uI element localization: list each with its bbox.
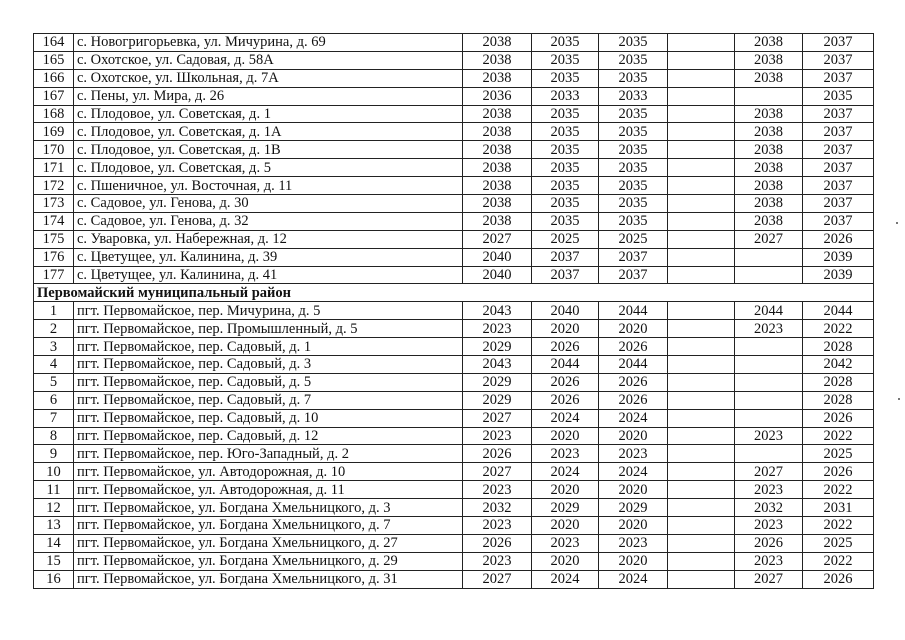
table-row [34,356,874,374]
year-col-6: 2044 [803,302,874,320]
year-col-4 [668,552,735,570]
year-col-4 [668,177,735,195]
year-col-5: 2038 [735,123,803,141]
table-row [34,499,874,517]
address-cell: с. Пшеничное, ул. Восточная, д. 11 [74,177,463,195]
table-row [34,570,874,588]
housing-repair-schedule-table [33,33,874,589]
year-col-2: 2035 [532,51,599,69]
year-col-2: 2026 [532,373,599,391]
year-col-5: 2044 [735,302,803,320]
row-number: 9 [34,445,74,463]
address-cell: пгт. Первомайское, пер. Садовый, д. 1 [74,338,463,356]
row-number: 174 [34,212,74,230]
year-col-4 [668,373,735,391]
address-cell: с. Цветущее, ул. Калинина, д. 41 [74,266,463,284]
year-col-4 [668,159,735,177]
year-col-5 [735,445,803,463]
table-row [34,373,874,391]
year-col-4 [668,463,735,481]
year-col-5: 2023 [735,481,803,499]
year-col-1: 2023 [463,517,532,535]
year-col-1: 2038 [463,34,532,52]
scan-mark [896,222,898,224]
year-col-4 [668,195,735,213]
year-col-1: 2038 [463,51,532,69]
year-col-2: 2020 [532,481,599,499]
table-row [34,34,874,52]
year-col-4 [668,266,735,284]
year-col-1: 2036 [463,87,532,105]
table-row [34,481,874,499]
table-row [34,463,874,481]
table-body-bottom [34,302,874,588]
year-col-3: 2020 [599,320,668,338]
year-col-4 [668,481,735,499]
year-col-2: 2026 [532,391,599,409]
year-col-6: 2039 [803,248,874,266]
year-col-3: 2035 [599,105,668,123]
row-number: 168 [34,105,74,123]
year-col-5: 2027 [735,230,803,248]
year-col-1: 2040 [463,248,532,266]
year-col-6: 2037 [803,51,874,69]
year-col-6: 2022 [803,481,874,499]
year-col-2: 2029 [532,499,599,517]
row-number: 8 [34,427,74,445]
year-col-5: 2023 [735,517,803,535]
address-cell: пгт. Первомайское, ул. Богдана Хмельницкого, д. 27 [74,534,463,552]
year-col-4 [668,499,735,517]
section-header [34,284,874,302]
year-col-2: 2035 [532,69,599,87]
row-number: 177 [34,266,74,284]
table-row [34,427,874,445]
year-col-6: 2028 [803,338,874,356]
year-col-5 [735,356,803,374]
year-col-2: 2020 [532,427,599,445]
year-col-6: 2022 [803,427,874,445]
row-number: 172 [34,177,74,195]
year-col-3: 2035 [599,159,668,177]
year-col-3: 2023 [599,534,668,552]
table-row [34,69,874,87]
year-col-6: 2042 [803,356,874,374]
section-title: Первомайский муниципальный район [34,284,874,302]
year-col-3: 2024 [599,463,668,481]
year-col-6: 2022 [803,517,874,535]
year-col-3: 2044 [599,356,668,374]
row-number: 2 [34,320,74,338]
year-col-5: 2026 [735,534,803,552]
year-col-2: 2020 [532,517,599,535]
row-number: 170 [34,141,74,159]
year-col-5: 2038 [735,34,803,52]
year-col-2: 2033 [532,87,599,105]
year-col-2: 2035 [532,105,599,123]
year-col-2: 2024 [532,463,599,481]
year-col-6: 2037 [803,69,874,87]
table-row [34,105,874,123]
row-number: 1 [34,302,74,320]
year-col-5 [735,87,803,105]
year-col-4 [668,391,735,409]
table-row [34,302,874,320]
table-row [34,248,874,266]
year-col-6: 2035 [803,87,874,105]
address-cell: с. Садовое, ул. Генова, д. 30 [74,195,463,213]
year-col-5: 2038 [735,177,803,195]
row-number: 169 [34,123,74,141]
year-col-1: 2038 [463,123,532,141]
row-number: 11 [34,481,74,499]
table-row [34,391,874,409]
section-row [34,284,874,302]
year-col-4 [668,409,735,427]
year-col-2: 2035 [532,123,599,141]
row-number: 5 [34,373,74,391]
address-cell: пгт. Первомайское, пер. Садовый, д. 5 [74,373,463,391]
address-cell: с. Цветущее, ул. Калинина, д. 39 [74,248,463,266]
year-col-1: 2038 [463,177,532,195]
year-col-5 [735,266,803,284]
year-col-3: 2020 [599,517,668,535]
year-col-3: 2035 [599,141,668,159]
row-number: 4 [34,356,74,374]
table-row [34,141,874,159]
year-col-1: 2026 [463,534,532,552]
year-col-3: 2035 [599,177,668,195]
year-col-4 [668,320,735,338]
year-col-4 [668,230,735,248]
table-row [34,266,874,284]
year-col-1: 2032 [463,499,532,517]
year-col-4 [668,51,735,69]
year-col-2: 2020 [532,552,599,570]
row-number: 175 [34,230,74,248]
row-number: 16 [34,570,74,588]
year-col-3: 2044 [599,302,668,320]
address-cell: с. Плодовое, ул. Советская, д. 1В [74,141,463,159]
row-number: 14 [34,534,74,552]
year-col-3: 2024 [599,409,668,427]
year-col-5: 2038 [735,159,803,177]
row-number: 176 [34,248,74,266]
address-cell: с. Плодовое, ул. Советская, д. 1А [74,123,463,141]
year-col-2: 2035 [532,195,599,213]
year-col-2: 2023 [532,445,599,463]
year-col-4 [668,302,735,320]
year-col-5: 2023 [735,552,803,570]
table-body-top [34,34,874,284]
year-col-3: 2024 [599,570,668,588]
row-number: 166 [34,69,74,87]
table-row [34,320,874,338]
year-col-5: 2038 [735,141,803,159]
address-cell: пгт. Первомайское, пер. Садовый, д. 12 [74,427,463,445]
address-cell: с. Плодовое, ул. Советская, д. 5 [74,159,463,177]
year-col-6: 2026 [803,409,874,427]
year-col-6: 2037 [803,212,874,230]
year-col-2: 2040 [532,302,599,320]
year-col-1: 2029 [463,373,532,391]
year-col-3: 2026 [599,391,668,409]
address-cell: пгт. Первомайское, ул. Автодорожная, д. 11 [74,481,463,499]
address-cell: пгт. Первомайское, ул. Богдана Хмельницкого, д. 31 [74,570,463,588]
year-col-4 [668,105,735,123]
row-number: 165 [34,51,74,69]
year-col-3: 2037 [599,266,668,284]
row-number: 167 [34,87,74,105]
year-col-2: 2025 [532,230,599,248]
year-col-1: 2040 [463,266,532,284]
address-cell: пгт. Первомайское, ул. Богдана Хмельницкого, д. 3 [74,499,463,517]
row-number: 6 [34,391,74,409]
year-col-4 [668,445,735,463]
table-row [34,212,874,230]
year-col-3: 2020 [599,552,668,570]
address-cell: с. Охотское, ул. Школьная, д. 7А [74,69,463,87]
year-col-6: 2037 [803,105,874,123]
year-col-5: 2038 [735,69,803,87]
year-col-6: 2037 [803,123,874,141]
year-col-5 [735,248,803,266]
row-number: 7 [34,409,74,427]
scan-mark [898,398,900,400]
year-col-1: 2023 [463,427,532,445]
year-col-3: 2035 [599,195,668,213]
table-row [34,534,874,552]
year-col-3: 2025 [599,230,668,248]
table-row [34,51,874,69]
table-row [34,517,874,535]
year-col-5: 2027 [735,570,803,588]
year-col-6: 2037 [803,34,874,52]
address-cell: пгт. Первомайское, пер. Садовый, д. 3 [74,356,463,374]
address-cell: пгт. Первомайское, ул. Богдана Хмельницкого, д. 7 [74,517,463,535]
table-row [34,338,874,356]
row-number: 13 [34,517,74,535]
year-col-5: 2038 [735,212,803,230]
year-col-5: 2023 [735,320,803,338]
address-cell: с. Плодовое, ул. Советская, д. 1 [74,105,463,123]
row-number: 164 [34,34,74,52]
year-col-3: 2026 [599,373,668,391]
table-row [34,159,874,177]
address-cell: пгт. Первомайское, ул. Богдана Хмельницкого, д. 29 [74,552,463,570]
year-col-6: 2028 [803,373,874,391]
year-col-6: 2028 [803,391,874,409]
year-col-5: 2038 [735,51,803,69]
year-col-1: 2038 [463,69,532,87]
year-col-3: 2037 [599,248,668,266]
year-col-2: 2026 [532,338,599,356]
year-col-4 [668,517,735,535]
year-col-6: 2037 [803,159,874,177]
year-col-4 [668,212,735,230]
table-row [34,177,874,195]
year-col-1: 2038 [463,141,532,159]
year-col-6: 2037 [803,195,874,213]
row-number: 10 [34,463,74,481]
table-row [34,230,874,248]
row-number: 171 [34,159,74,177]
year-col-2: 2020 [532,320,599,338]
year-col-3: 2029 [599,499,668,517]
year-col-1: 2038 [463,212,532,230]
year-col-4 [668,570,735,588]
address-cell: с. Уваровка, ул. Набережная, д. 12 [74,230,463,248]
year-col-4 [668,87,735,105]
year-col-2: 2035 [532,212,599,230]
year-col-6: 2026 [803,230,874,248]
year-col-1: 2027 [463,230,532,248]
year-col-2: 2044 [532,356,599,374]
year-col-2: 2037 [532,248,599,266]
year-col-4 [668,248,735,266]
table-row [34,195,874,213]
year-col-3: 2023 [599,445,668,463]
year-col-1: 2023 [463,320,532,338]
row-number: 173 [34,195,74,213]
year-col-5: 2038 [735,105,803,123]
year-col-3: 2035 [599,34,668,52]
row-number: 3 [34,338,74,356]
year-col-2: 2035 [532,177,599,195]
year-col-5: 2023 [735,427,803,445]
year-col-1: 2027 [463,409,532,427]
year-col-2: 2035 [532,141,599,159]
year-col-3: 2035 [599,51,668,69]
year-col-3: 2026 [599,338,668,356]
year-col-4 [668,356,735,374]
table-row [34,123,874,141]
year-col-1: 2026 [463,445,532,463]
year-col-5: 2027 [735,463,803,481]
year-col-4 [668,69,735,87]
year-col-6: 2031 [803,499,874,517]
year-col-5 [735,373,803,391]
year-col-1: 2038 [463,195,532,213]
address-cell: с. Садовое, ул. Генова, д. 32 [74,212,463,230]
year-col-2: 2023 [532,534,599,552]
year-col-5 [735,391,803,409]
year-col-3: 2020 [599,427,668,445]
year-col-4 [668,141,735,159]
table-row [34,445,874,463]
year-col-3: 2035 [599,123,668,141]
year-col-3: 2035 [599,212,668,230]
year-col-6: 2025 [803,534,874,552]
year-col-2: 2037 [532,266,599,284]
year-col-5 [735,409,803,427]
year-col-6: 2022 [803,320,874,338]
year-col-1: 2023 [463,552,532,570]
year-col-3: 2033 [599,87,668,105]
year-col-4 [668,427,735,445]
year-col-1: 2043 [463,302,532,320]
year-col-3: 2020 [599,481,668,499]
year-col-1: 2038 [463,159,532,177]
year-col-5: 2032 [735,499,803,517]
year-col-1: 2029 [463,338,532,356]
year-col-6: 2026 [803,463,874,481]
address-cell: пгт. Первомайское, ул. Автодорожная, д. 10 [74,463,463,481]
year-col-6: 2025 [803,445,874,463]
address-cell: с. Пены, ул. Мира, д. 26 [74,87,463,105]
year-col-6: 2022 [803,552,874,570]
table-row [34,87,874,105]
address-cell: с. Новогригорьевка, ул. Мичурина, д. 69 [74,34,463,52]
year-col-4 [668,534,735,552]
address-cell: пгт. Первомайское, пер. Промышленный, д. 5 [74,320,463,338]
year-col-2: 2024 [532,409,599,427]
year-col-2: 2035 [532,34,599,52]
address-cell: пгт. Первомайское, пер. Садовый, д. 7 [74,391,463,409]
year-col-2: 2024 [532,570,599,588]
address-cell: пгт. Первомайское, пер. Садовый, д. 10 [74,409,463,427]
year-col-6: 2039 [803,266,874,284]
year-col-3: 2035 [599,69,668,87]
year-col-4 [668,338,735,356]
address-cell: пгт. Первомайское, пер. Мичурина, д. 5 [74,302,463,320]
year-col-5 [735,338,803,356]
year-col-1: 2038 [463,105,532,123]
year-col-5: 2038 [735,195,803,213]
year-col-4 [668,123,735,141]
row-number: 15 [34,552,74,570]
address-cell: с. Охотское, ул. Садовая, д. 58А [74,51,463,69]
table-row [34,552,874,570]
address-cell: пгт. Первомайское, пер. Юго-Западный, д. 2 [74,445,463,463]
year-col-1: 2027 [463,570,532,588]
year-col-1: 2023 [463,481,532,499]
year-col-6: 2026 [803,570,874,588]
year-col-2: 2035 [532,159,599,177]
year-col-4 [668,34,735,52]
year-col-6: 2037 [803,177,874,195]
year-col-1: 2029 [463,391,532,409]
table-row [34,409,874,427]
year-col-1: 2027 [463,463,532,481]
row-number: 12 [34,499,74,517]
year-col-1: 2043 [463,356,532,374]
year-col-6: 2037 [803,141,874,159]
